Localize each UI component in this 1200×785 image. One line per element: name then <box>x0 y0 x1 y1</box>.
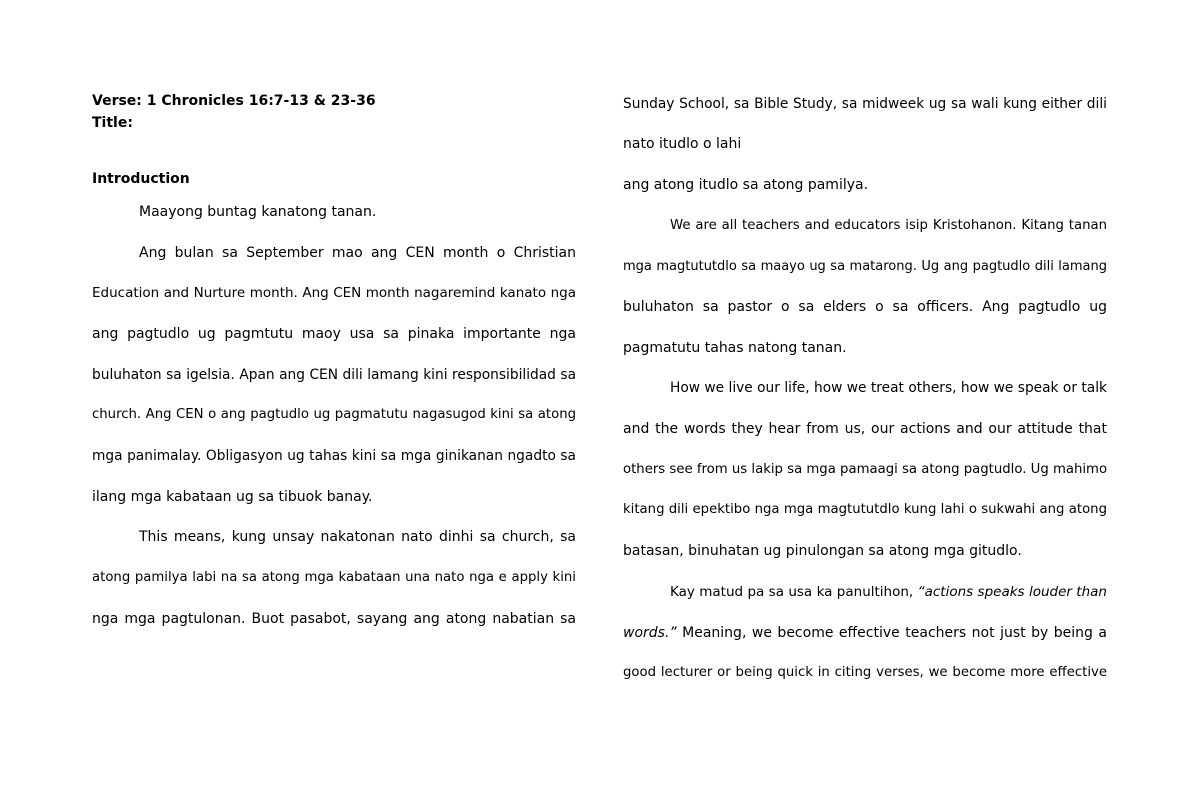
verse-label: Verse: 1 Chronicles 16:7-13 & 23-36 <box>92 93 376 109</box>
text-line: mga magtututdlo sa maayo ug sa matarong. Ug ang pagtudlo dili lamang <box>623 259 1107 274</box>
text-line: This means, kung unsay nakatonan nato dinhi sa church, sa <box>139 529 576 545</box>
text-line: others see from us lakip sa mga pamaagi sa atong pagtudlo. Ug mahimo <box>623 462 1108 477</box>
text-line: nato itudlo o lahi <box>623 136 742 152</box>
text-line: Sunday School, sa Bible Study, sa midweek ug sa wali kung either dili <box>623 96 1107 112</box>
text-line: kitang dili epektibo nga mga magtututdlo kung lahi o sukwahi ang atong <box>623 502 1107 517</box>
text-line: and the words they hear from us, our actions and our attitude that <box>623 421 1107 437</box>
text-line: ang atong itudlo sa atong pamilya. <box>623 177 869 193</box>
text-line: good lecturer or being quick in citing verses, we become more effective <box>623 665 1107 680</box>
text-line: nga mga pagtulonan. Buot pasabot, sayang ang atong nabatian sa <box>92 611 576 627</box>
text-line: mga panimalay. Obligasyon ug tahas kini sa mga ginikanan ngadto sa <box>92 448 576 464</box>
text-line: buluhaton sa pastor o sa elders o sa officers. Ang pagtudlo ug <box>623 299 1107 315</box>
quote-italic-start: “actions speaks louder than <box>917 584 1107 600</box>
text-line: Maayong buntag kanatong tanan. <box>139 204 377 220</box>
quote-line-prefix: Kay matud pa sa usa ka panultihon, <box>670 584 918 600</box>
title-label: Title: <box>92 115 133 131</box>
text-line: ilang mga kabataan ug sa tibuok banay. <box>92 489 373 505</box>
quote-line <box>670 582 1107 602</box>
intro-heading: Introduction <box>92 171 190 187</box>
text-line: ang pagtudlo ug pagmtutu maoy usa sa pinaka importante nga <box>92 326 576 342</box>
text-line: Education and Nurture month. Ang CEN month nagaremind kanato nga <box>92 285 576 301</box>
text-line: buluhaton sa igelsia. Apan ang CEN dili lamang kini responsibilidad sa <box>92 367 576 383</box>
text-line: How we live our life, how we treat others, how we speak or talk <box>670 380 1107 396</box>
text-line: pagmatutu tahas natong tanan. <box>623 340 847 356</box>
quote-line-rest: Meaning, we become effective teachers not just by being a <box>676 625 1107 641</box>
quote-line-continued <box>623 623 1107 643</box>
text-line: church. Ang CEN o ang pagtudlo ug pagmatutu nagasugod kini sa atong <box>92 407 576 422</box>
text-line: We are all teachers and educators isip Kristohanon. Kitang tanan <box>670 218 1107 233</box>
text-line: atong pamilya labi na sa atong mga kabataan una nato nga e apply kini <box>92 570 576 585</box>
text-line: Ang bulan sa September mao ang CEN month o Christian <box>139 245 576 261</box>
text-line: batasan, binuhatan ug pinulongan sa atong mga gitudlo. <box>623 543 1022 559</box>
quote-italic-end: words.” <box>623 625 677 641</box>
